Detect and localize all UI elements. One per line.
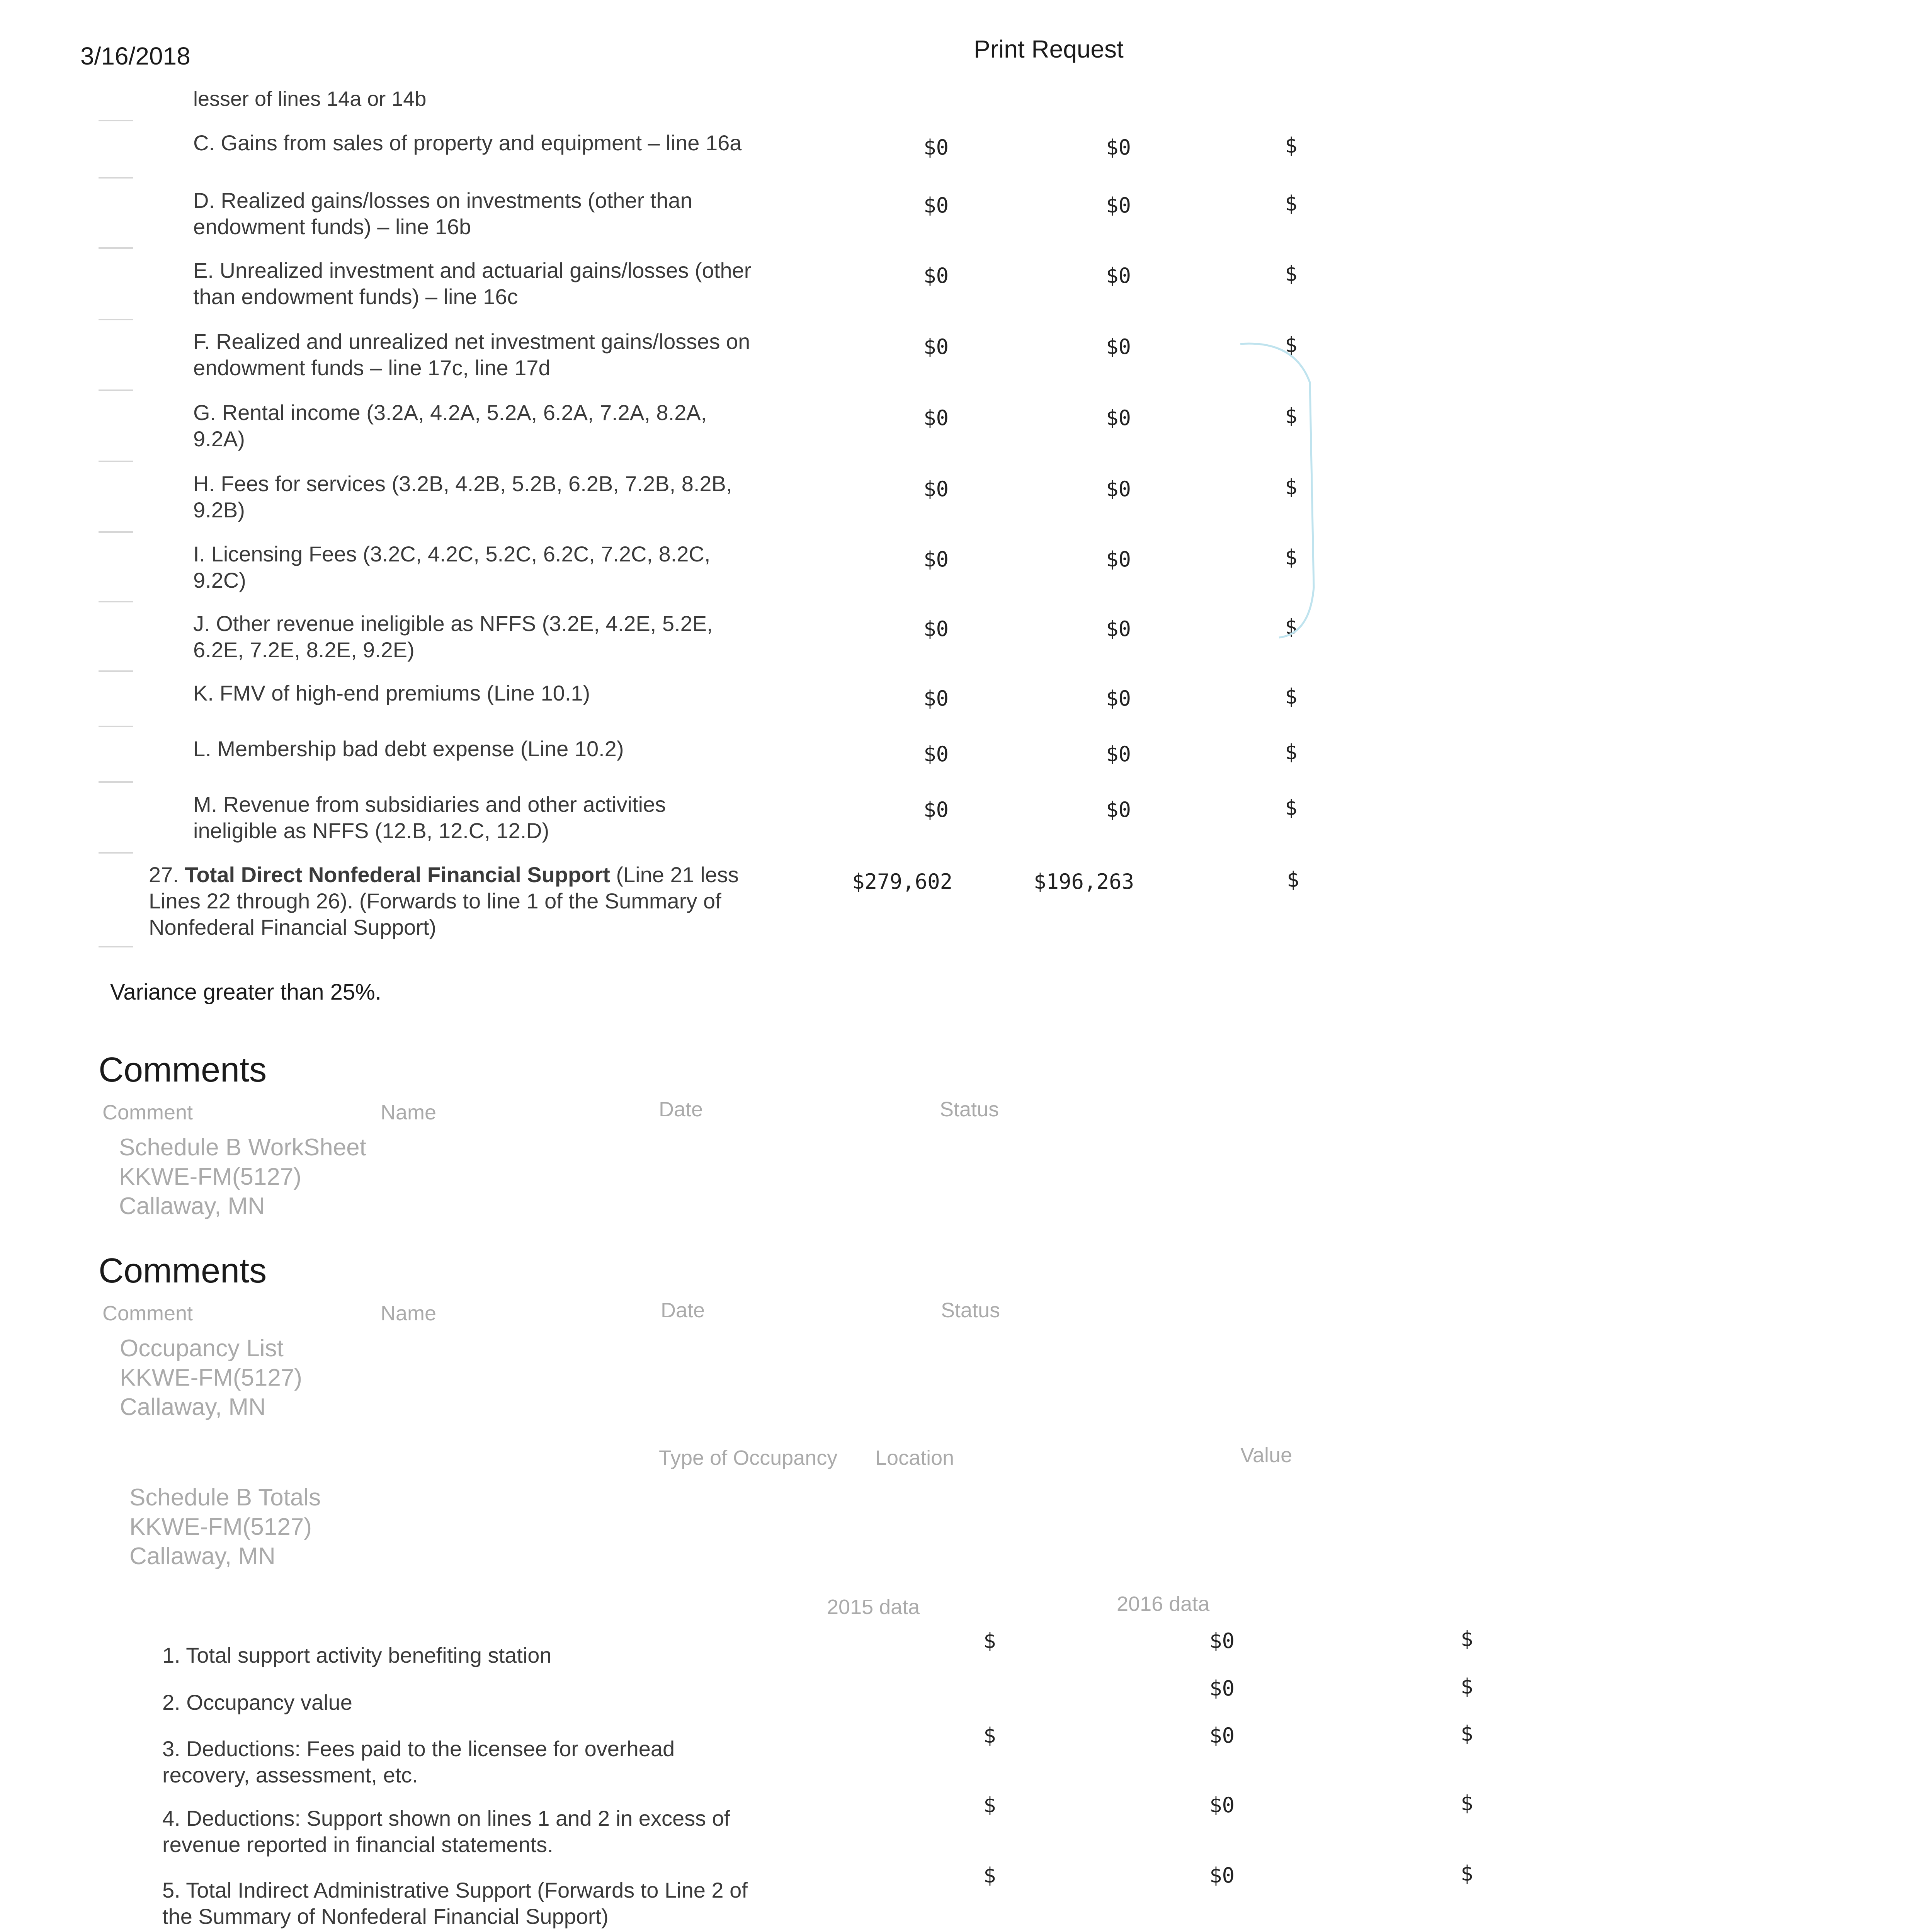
- schedule-b-row-2-2016: $0: [1209, 1676, 1235, 1701]
- scan-bracket-mark: [1233, 336, 1325, 645]
- row-g-2015: $0: [923, 406, 949, 430]
- schedule-b-row-4-2016: $0: [1209, 1793, 1235, 1817]
- row-e-2016: $0: [1106, 264, 1131, 288]
- schedule-b-row-3-label: 3. Deductions: Fees paid to the licensee for overhead recovery, assessment, etc.: [162, 1736, 675, 1787]
- row-i-label: I. Licensing Fees (3.2C, 4.2C, 5.2C, 6.2C, 7.2C, 8.2C, 9.2C): [193, 542, 711, 592]
- row-e-2015: $0: [923, 264, 949, 288]
- comments-2-col-name: Name: [381, 1302, 437, 1325]
- row-j-rev[interactable]: $: [1285, 615, 1298, 639]
- print-date: 3/16/2018: [80, 42, 190, 70]
- variance-note: Variance greater than 25%.: [110, 980, 381, 1005]
- comments-2-col-status: Status: [941, 1299, 1000, 1322]
- comments-1-col-date: Date: [659, 1098, 703, 1121]
- comments-1-title: Comments: [99, 1051, 267, 1089]
- row-l-rev[interactable]: $: [1285, 740, 1298, 764]
- row-k-label: K. FMV of high-end premiums (Line 10.1): [193, 681, 590, 705]
- row-m-rev[interactable]: $: [1285, 796, 1298, 820]
- comments-1-address-line3: Callaway, MN: [119, 1193, 265, 1219]
- row-h-label: H. Fees for services (3.2B, 4.2B, 5.2B, 6.2B, 7.2B, 8.2B, 9.2B): [193, 471, 732, 522]
- row-h-2015: $0: [923, 477, 949, 501]
- schedule-b-totals-address-line3: Callaway, MN: [129, 1543, 276, 1570]
- schedule-b-row-3-2016: $0: [1209, 1723, 1235, 1748]
- row-total-2016: $196,263: [1034, 869, 1134, 894]
- row-k-2015: $0: [923, 686, 949, 711]
- row-d-2015: $0: [923, 193, 949, 218]
- occupancy-col-type: Type of Occupancy: [659, 1446, 838, 1469]
- row-l-2016: $0: [1106, 742, 1131, 766]
- schedule-b-col-2015: 2015 data: [827, 1595, 920, 1619]
- row-d-2016: $0: [1106, 193, 1131, 218]
- page-title: Print Request: [974, 35, 1124, 63]
- occupancy-col-location: Location: [875, 1446, 954, 1469]
- row-j-label: J. Other revenue ineligible as NFFS (3.2E, 4.2E, 5.2E, 6.2E, 7.2E, 8.2E, 9.2E): [193, 611, 713, 662]
- row-m-2016: $0: [1106, 798, 1131, 822]
- comments-2-address-line1: Occupancy List: [120, 1335, 284, 1362]
- row-k-rev[interactable]: $: [1285, 684, 1298, 709]
- row-k-2016: $0: [1106, 686, 1131, 711]
- row-c-2016: $0: [1106, 135, 1131, 160]
- schedule-b-row-1-rev[interactable]: $: [1461, 1627, 1473, 1651]
- row-c-2015: $0: [923, 135, 949, 160]
- comments-2-title: Comments: [99, 1252, 267, 1290]
- row-f-label: F. Realized and unrealized net investment gains/losses on endowment funds – line 17c, line 17d: [193, 329, 750, 380]
- row-g-label: G. Rental income (3.2A, 4.2A, 5.2A, 6.2A, 7.2A, 8.2A, 9.2A): [193, 400, 707, 451]
- schedule-b-col-2016: 2016 data: [1117, 1592, 1210, 1616]
- row-h-2016: $0: [1106, 477, 1131, 501]
- row-h-rev[interactable]: $: [1285, 475, 1298, 499]
- row-d-label: D. Realized gains/losses on investments (other than endowment funds) – line 16b: [193, 188, 692, 239]
- schedule-b-row-5-label: 5. Total Indirect Administrative Support (Forwards to Line 2 of the Summary of Nonfederal Financial Support): [162, 1878, 748, 1929]
- row-d-rev[interactable]: $: [1285, 191, 1298, 216]
- row-e-label: E. Unrealized investment and actuarial gains/losses (other than endowment funds) – line 16c: [193, 258, 752, 309]
- row-i-2015: $0: [923, 547, 949, 571]
- schedule-b-row-1-2015[interactable]: $: [983, 1629, 996, 1653]
- row-m-2015: $0: [923, 798, 949, 822]
- schedule-b-row-5-2016: $0: [1209, 1863, 1235, 1888]
- schedule-b-row-4-rev[interactable]: $: [1461, 1791, 1473, 1815]
- schedule-b-row-5-2015[interactable]: $: [983, 1863, 996, 1888]
- row-i-2016: $0: [1106, 547, 1131, 571]
- row-f-2016: $0: [1106, 335, 1131, 359]
- row-f-2015: $0: [923, 335, 949, 359]
- row-m-label: M. Revenue from subsidiaries and other activities ineligible as NFFS (12.B, 12.C, 12.D): [193, 792, 666, 843]
- schedule-b-row-2-label: 2. Occupancy value: [162, 1690, 352, 1714]
- row-l-label: L. Membership bad debt expense (Line 10.2): [193, 736, 624, 761]
- occupancy-col-value: Value: [1240, 1444, 1293, 1467]
- row-total-2015: $279,602: [852, 869, 953, 894]
- schedule-b-row-5-rev[interactable]: $: [1461, 1861, 1473, 1886]
- schedule-b-row-2-rev[interactable]: $: [1461, 1674, 1473, 1699]
- row-l-2015: $0: [923, 742, 949, 766]
- schedule-b-row-4-label: 4. Deductions: Support shown on lines 1 and 2 in excess of revenue reported in financial statements.: [162, 1806, 730, 1857]
- schedule-b-row-3-2015[interactable]: $: [983, 1723, 996, 1748]
- comments-2-address-line2: KKWE-FM(5127): [120, 1364, 302, 1391]
- comments-1-col-comment: Comment: [102, 1101, 193, 1124]
- row-c-rev[interactable]: $: [1285, 133, 1298, 158]
- comments-1-address-line1: Schedule B WorkSheet: [119, 1134, 366, 1161]
- row-g-2016: $0: [1106, 406, 1131, 430]
- row-c-label: C. Gains from sales of property and equipment – line 16a: [193, 131, 742, 155]
- schedule-b-row-3-rev[interactable]: $: [1461, 1721, 1473, 1746]
- schedule-b-totals-address-line1: Schedule B Totals: [129, 1484, 321, 1511]
- row-total-rev[interactable]: $: [1287, 867, 1299, 892]
- row-fragment: lesser of lines 14a or 14b: [193, 87, 427, 111]
- row-j-2016: $0: [1106, 617, 1131, 641]
- schedule-b-row-4-2015[interactable]: $: [983, 1793, 996, 1817]
- comments-2-col-date: Date: [661, 1299, 705, 1322]
- comments-1-col-name: Name: [381, 1101, 437, 1124]
- comments-2-col-comment: Comment: [102, 1302, 193, 1325]
- row-f-rev[interactable]: $: [1285, 333, 1298, 357]
- comments-1-address-line2: KKWE-FM(5127): [119, 1163, 301, 1190]
- comments-2-address-line3: Callaway, MN: [120, 1394, 266, 1420]
- row-i-rev[interactable]: $: [1285, 545, 1298, 570]
- schedule-b-row-1-label: 1. Total support activity benefiting station: [162, 1643, 552, 1667]
- schedule-b-row-1-2016: $0: [1209, 1629, 1235, 1653]
- row-e-rev[interactable]: $: [1285, 262, 1298, 286]
- schedule-b-totals-address-line2: KKWE-FM(5127): [129, 1514, 312, 1540]
- row-j-2015: $0: [923, 617, 949, 641]
- row-g-rev[interactable]: $: [1285, 404, 1298, 428]
- comments-1-col-status: Status: [940, 1098, 999, 1121]
- row-total-label: 27. Total Direct Nonfederal Financial Support (Line 21 less Lines 22 through 26). (Forwards to line 1 of the Summary of Nonfederal Financial Support): [149, 862, 739, 939]
